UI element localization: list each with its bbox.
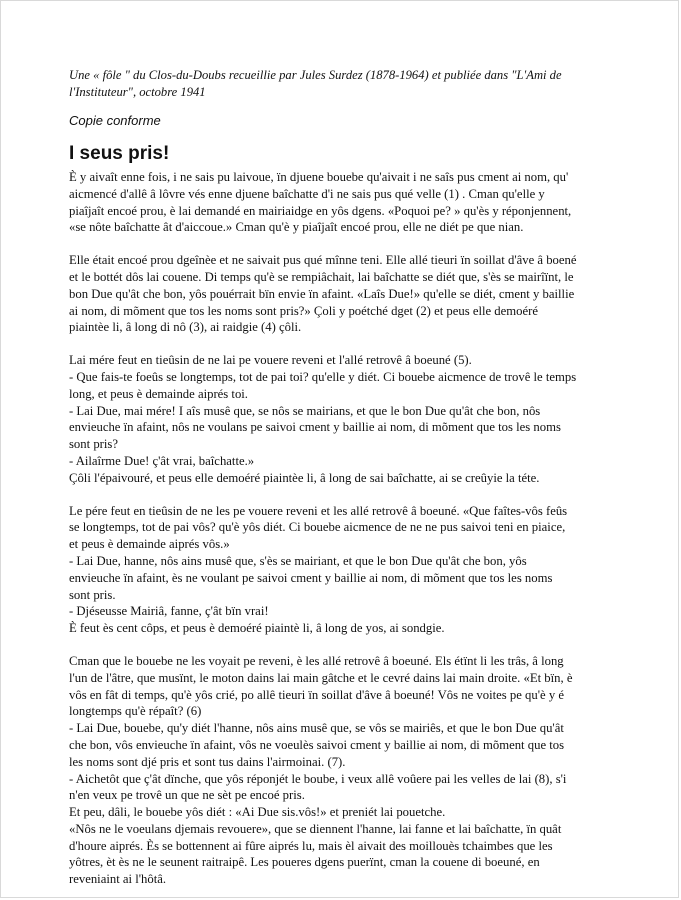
source-caption (69, 67, 615, 100)
text-line: l'un de l'âtre, que musïnt, le moton dains lai main gâtche et le cevré dains lai main droite. «Et bïn, è (69, 670, 573, 685)
text-line: se longtemps, tot de pai vôs? qu'è yôs diét. Ci bouebe aicmence de ne ne pus saivoi teni en piaice, (69, 520, 566, 535)
text-line: Çôli l'épaivouré, et peus elle demoéré piaintèe li, â long de sai baîchatte, ai se creûyie la téte. (69, 470, 540, 485)
text-line: - Que fais-te foeûs se longtemps, tot de pai toi? qu'elle y diét. Ci bouebe aicmence de trovê le temps (69, 369, 577, 384)
text-line: piaîjaît encoé prou, è lai demandé en mairiaidge en yôs dgens. «Poquoi pe? » qu'ès y réponjennent, (69, 203, 572, 218)
text-line: et peus è demainde aiprés vôs.» (69, 537, 230, 552)
text-line: long, et peus è demainde aiprés toi. (69, 386, 248, 401)
text-line: reveniaint ai l'hôtâ. (69, 872, 167, 887)
story-title: I seus pris! (69, 143, 170, 164)
text-line: bon Due qu'ât che bon, yôs pouérrait bïn envie ïn afaint. «Laîs Due!» qu'elle se diét, cment y baillie (69, 286, 575, 301)
caption-line: l'Instituteur", octobre 1941 (69, 84, 206, 99)
caption-line: Une « fôle " du Clos-du-Doubs recueillie par Jules Surdez (1878-1964) et publiée dans "L'Ami de (69, 68, 562, 82)
text-line: ai nom, di mõment que tos les noms sont pris?» Çoli y poétché dget (2) et peus elle demoéré (69, 303, 538, 318)
text-line: - Djéseusse Mairiâ, fanne, ç'ât bïn vrai! (69, 604, 269, 619)
text-line: envieuche ïn afaint, nôs ne voulans pe saivoi cment y baillie ai nom, di mõment que tos les noms (69, 420, 561, 435)
text-line: vôs en fât di temps, qu'è yôs crié, po allê tieuri ïn soillat d'âve â boeuné! Vôs ne voites pe qu'è y é (69, 687, 564, 702)
text-line: n'en veux pe trovê un que ne sèt pe encoé pris. (69, 788, 305, 803)
text-line: envieuche ïn afaint, ès ne voulant pe saivoi cment y baillie ai nom, di mõment que tos les noms (69, 570, 553, 585)
text-line: Et peu, dâli, le bouebe yôs diét : «Ai Due sis.vôs!» et preniét lai pouetche. (69, 805, 446, 820)
story-paragraph (69, 252, 615, 336)
text-line: sont pris. (69, 587, 116, 602)
text-line: piaintèe li, â long di nô (3), ai raidgie (4) çôli. (69, 320, 302, 335)
text-line: - Ailaîrme Due! ç'ât vrai, baîchatte.» (69, 453, 255, 468)
story-paragraph (69, 653, 615, 888)
copie-conforme-label: Copie conforme (69, 113, 161, 128)
text-line: aicmencé d'allê â lôvre vés enne djuene baîchatte d'i ne sais pus qué velle (1) . Cman qu'elle y (69, 186, 545, 201)
text-line: - Lai Due, mai mére! I aîs musê que, se nôs se mairians, et que le bon Due qu'ât che bon, nôs (69, 403, 541, 418)
text-line: Elle était encoé prou dgeînèe et ne saivait pus qué mînne teni. Elle allé tieuri ïn soillat d'âve â boené (69, 253, 577, 268)
text-line: «Nôs ne le voeulans djemais revouere», que se diennent l'hanne, lai fanne et lai baîchatte, ïn quât (69, 821, 562, 836)
text-line: Cman que le bouebe ne les voyait pe reveni, è les allé retrovê â boeuné. Els étïnt li les trâs, â long (69, 653, 564, 668)
story-paragraph (69, 503, 615, 637)
text-line: È feut ès cent côps, et peus è demoéré piaintè li, â long de yos, ai sondgie. (69, 621, 445, 636)
text-line: - Lai Due, bouebe, qu'y diét l'hanne, nôs ains musê que, se vôs se mairiês, et que le bon Due qu'ât (69, 721, 564, 736)
text-line: et le bottét dôs lai couene. Di temps qu'è se rempiâchait, lai baîchatte se diét que, s'ès se mairîïnt, le (69, 269, 574, 284)
text-line: - Aichetôt que ç'ât dïnche, que yôs réponjét le boube, i veux allê voûere pai les velles de lai (8), s'i (69, 771, 567, 786)
text-line: d'houre aiprés. Ès se bottennent ai fûre aiprés lu, mais èl aivait des moillouès tchaimbes que les (69, 838, 553, 853)
text-line: È y aivaît enne fois, i ne sais pu laivoue, ïn djuene bouebe qu'aivait i ne saîs pus cment ai nom, qu' (69, 170, 569, 184)
text-line: Lai mére feut en tieûsin de ne lai pe vouere reveni et l'allé retrovê â boeuné (5). (69, 353, 472, 368)
text-line: sont pris? (69, 437, 118, 452)
text-line: «se nôte baîchatte ât d'aiccoue.» Cman qu'è y piaîjaît encoé prou, elle ne diét pe que nian. (69, 220, 524, 235)
text-line: les noms sont djé pris et sont tus dains l'airmoinai. (7). (69, 754, 346, 769)
text-line: che bon, vôs envieuche ïn afaint, vôs ne voeulès saivoi cment y baillie ai nom, di mõment que tos (69, 737, 565, 752)
document-content (69, 67, 615, 898)
text-line: Le pére feut en tieûsin de ne les pe vouere reveni et les allé retrovê â boeuné. «Que faîtes-vôs feûs (69, 503, 568, 518)
text-line: longtemps qu'è répaît? (6) (69, 704, 202, 719)
story-paragraph (69, 169, 615, 236)
story-body (69, 169, 615, 888)
story-paragraph (69, 352, 615, 486)
text-line: - Lai Due, hanne, nôs ains musê que, s'ès se mairiant, et que le bon Due qu'ât che bon, yôs (69, 553, 527, 568)
text-line: yôtres, èt ès ne le seunent raitraipê. Les poueres dgens puerïnt, cman la couene di boeuné, en (69, 855, 540, 870)
